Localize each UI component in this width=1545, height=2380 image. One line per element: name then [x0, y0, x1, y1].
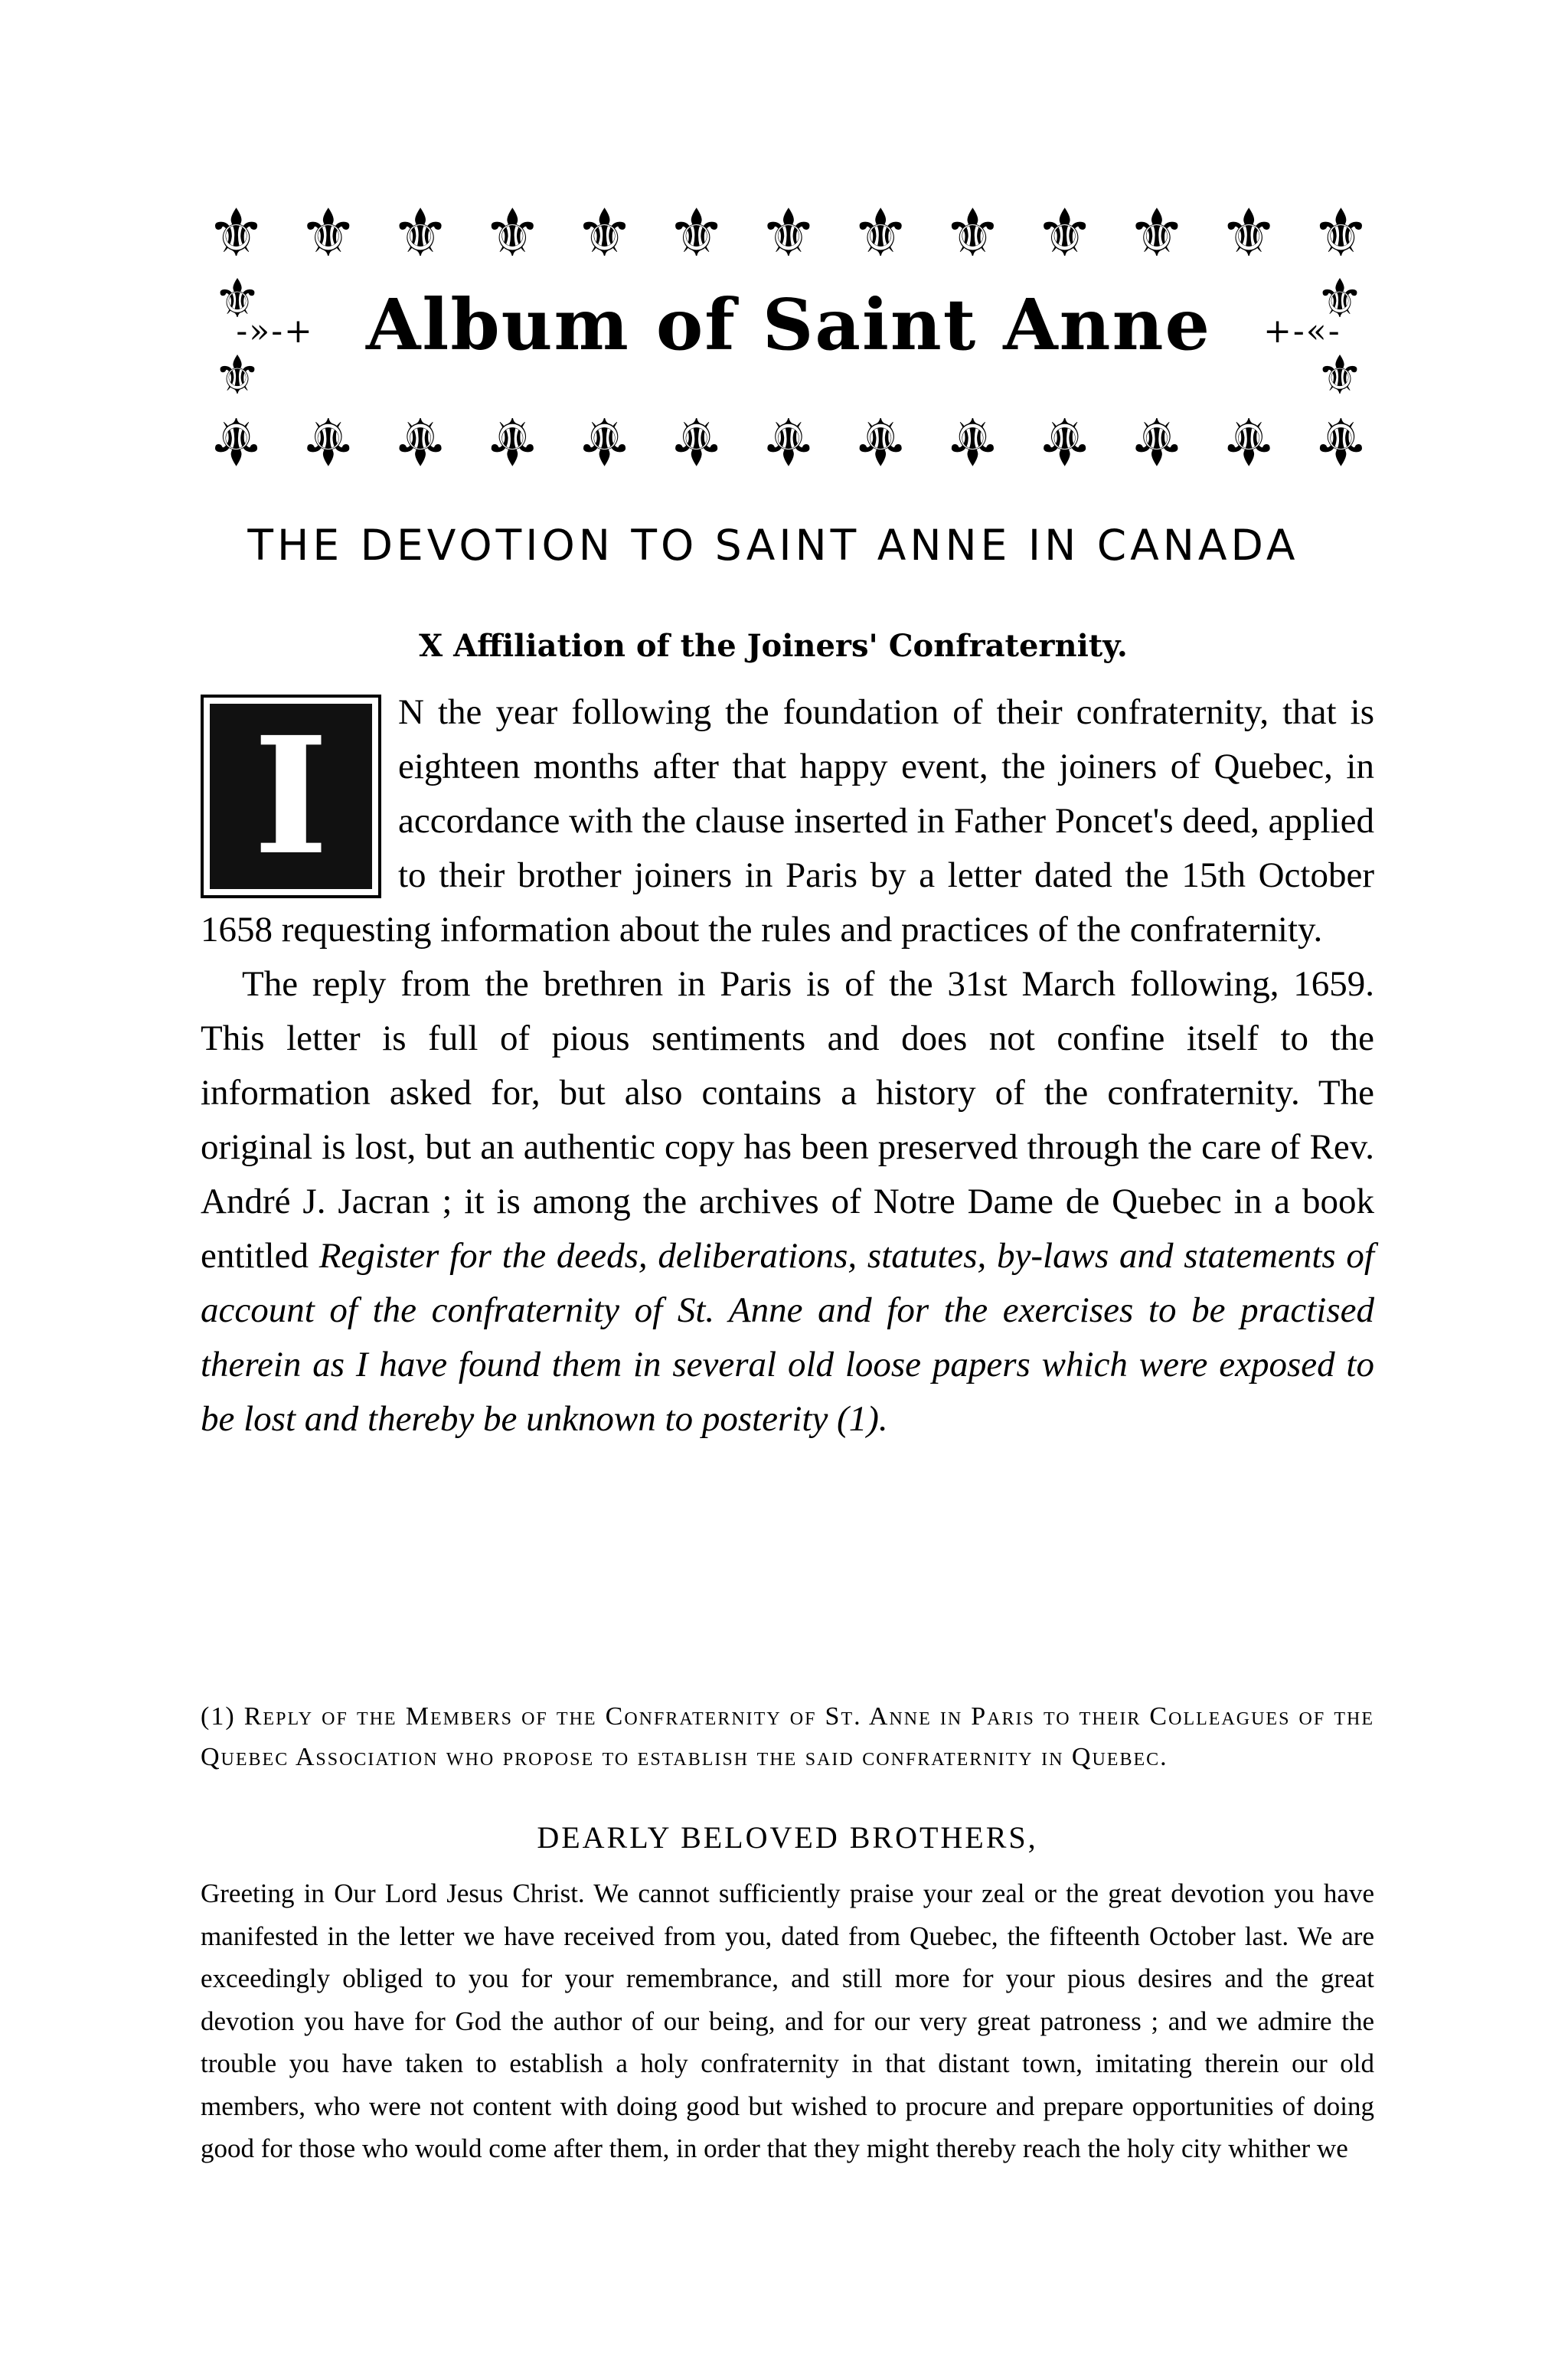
- register-title: Register for the deeds, deliberations, statutes, by-laws and statements of account of the confraternity of St. Anne and for the exercises to be practised therein as I have found them in several old loose papers which were exposed to be lost and thereby be unknown to posterity (1).: [201, 1236, 1374, 1439]
- fleur-de-lis-border-top: ⚜ ⚜ ⚜ ⚜ ⚜ ⚜ ⚜ ⚜ ⚜ ⚜ ⚜ ⚜ ⚜: [207, 197, 1370, 270]
- left-ornament: -»-+: [236, 311, 314, 351]
- section-subheading: X Affiliation of the Joiners' Confraternity.: [419, 628, 1128, 664]
- paragraph-1: N the year following the foundation of their confraternity, that is eighteen months after that happy event, the joiners of Quebec, in accordance with the clause inserted in Father Poncet's deed, applied to their brother joiners in Paris by a letter dated the 15th October 1658 requesting information about the rules and practices of the confraternity.: [201, 692, 1374, 950]
- album-title: [207, 283, 1370, 366]
- paragraph-2-text: The reply from the brethren in Paris is of the 31st March following, 1659. This letter is full of pious sentiments and does not confine itself to the information asked for, but also contains a history of the confraternity. The original is lost, but an authentic copy has been preserved through the care of Rev. André J. Jacran ; it is among the archives of Notre Dame de Quebec in a book entitled: [201, 964, 1374, 1276]
- letter-text: Greeting in Our Lord Jesus Christ. We cannot sufficiently praise your zeal or the great devotion you have manifested in the letter we have received from you, dated from Quebec, the fifteenth October last. We are exceedingly obliged to you for your remembrance, and still more for your pious desires and the great devotion you have for God the author of our being, and for our very great patroness ; and we admire the trouble you have taken to establish a holy confraternity in that distant town, imitating therein our old members, who were not content with doing good but wished to procure and prepare opportunities of doing good for those who would come after them, in order that they might thereby reach the holy city whither we: [201, 1878, 1374, 2163]
- page-heading: THE DEVOTION TO SAINT ANNE IN CANADA: [247, 521, 1299, 570]
- decorated-initial-letter: I: [210, 704, 372, 889]
- paragraph-2: [201, 957, 1374, 1447]
- footnote-heading: (1) Reply of the Members of the Confraternity of St. Anne in Paris to their Colleagues of the Quebec Association who propose to establish the said confraternity in Quebec.: [201, 1702, 1374, 1771]
- header-banner: [207, 184, 1370, 490]
- footnote-letter: [201, 1872, 1374, 2170]
- letter-salutation: DEARLY BELOVED BROTHERS,: [537, 1820, 1038, 1855]
- fleur-de-lis-border-left: ⚜ ⚜: [213, 270, 262, 406]
- fleur-de-lis-border-right: ⚜ ⚜: [1315, 270, 1364, 406]
- right-ornament: +-«-: [1263, 311, 1341, 351]
- fleur-de-lis-border-bottom: ⚜ ⚜ ⚜ ⚜ ⚜ ⚜ ⚜ ⚜ ⚜ ⚜ ⚜ ⚜ ⚜: [207, 404, 1370, 477]
- main-text: [201, 685, 1374, 1447]
- album-title-text: Album of Saint Anne: [366, 283, 1211, 366]
- decorated-initial: [201, 695, 381, 898]
